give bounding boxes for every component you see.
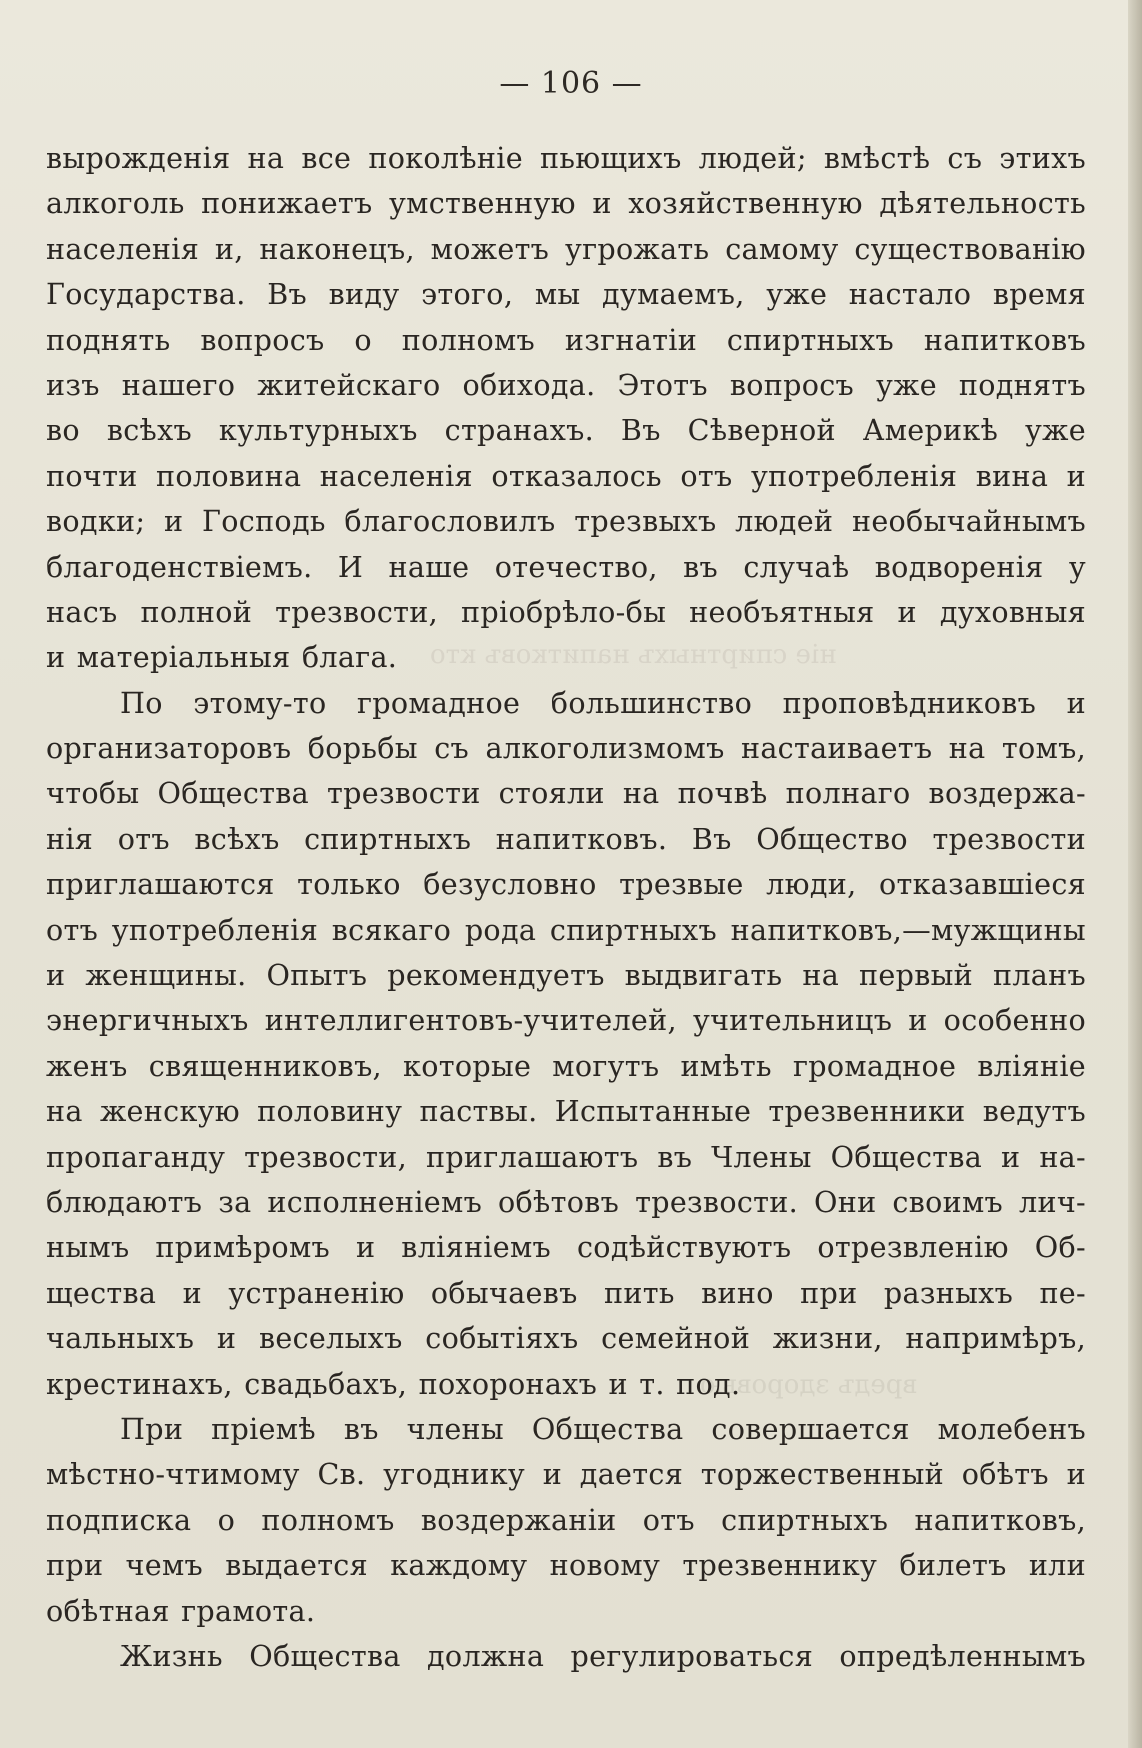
text-line: нымъ примѣромъ и вліяніемъ содѣйствуютъ отрезвленію Об-	[46, 1230, 1086, 1265]
text-line: энергичныхъ интеллигентовъ-учителей, учительницъ и особенно	[46, 1003, 1086, 1038]
text-line: водки; и Господь благословилъ трезвыхъ людей необычайнымъ	[46, 504, 1086, 539]
text-line: населенія и, наконецъ, можетъ угрожать самому существованію	[46, 231, 1086, 266]
text-line: на женскую половину паствы. Испытанные трезвенники ведутъ	[46, 1094, 1086, 1129]
page-edge	[1128, 0, 1142, 1748]
text-line: женъ священниковъ, которые могутъ имѣть громадное вліяніе	[46, 1048, 1086, 1083]
text-line: во всѣхъ культурныхъ странахъ. Въ Сѣверной Америкѣ уже	[46, 413, 1086, 448]
text-line: обѣтная грамота.	[46, 1593, 316, 1628]
text-line: подписка о полномъ воздержаніи отъ спиртныхъ напитковъ,	[46, 1502, 1086, 1537]
text-line: чтобы Общества трезвости стояли на почвѣ полнаго воздержа-	[46, 776, 1086, 811]
text-line: мѣстно-чтимому Св. угоднику и дается торжественный обѣтъ и	[46, 1457, 1086, 1492]
paragraph-start-line: По этому-то громадное большинство проповѣдниковъ и	[120, 685, 1086, 720]
body-text	[46, 136, 1086, 1679]
text-line: изъ нашего житейскаго обихода. Этотъ вопросъ уже поднятъ	[46, 367, 1086, 402]
text-line: приглашаются только безусловно трезвые люди, отказавшіеся	[46, 867, 1086, 902]
text-line: отъ употребленія всякаго рода спиртныхъ напитковъ,—мужщины	[46, 912, 1086, 947]
text-line: щества и устраненію обычаевъ пить вино при разныхъ пе-	[46, 1275, 1086, 1310]
text-line: насъ полной трезвости, пріобрѣло-бы необъятныя и духовныя	[46, 594, 1086, 629]
text-line: алкоголь понижаетъ умственную и хозяйственную дѣятельность	[46, 186, 1086, 221]
text-line: и матеріальныя блага.	[46, 640, 398, 675]
text-line: крестинахъ, свадьбахъ, похоронахъ и т. под.	[46, 1366, 741, 1401]
text-line: и женщины. Опытъ рекомендуетъ выдвигать на первый планъ	[46, 958, 1086, 993]
text-line: при чемъ выдается каждому новому трезвеннику билетъ или	[46, 1548, 1086, 1583]
text-line: пропаганду трезвости, приглашаютъ въ Члены Общества и на-	[46, 1139, 1086, 1174]
show-through-ghost-2: вредъ здоровью	[700, 1370, 918, 1400]
text-line: нія отъ всѣхъ спиртныхъ напитковъ. Въ Общество трезвости	[46, 821, 1086, 856]
text-line: почти половина населенія отказалось отъ употребленія вина и	[46, 458, 1086, 493]
text-line: блюдаютъ за исполненіемъ обѣтовъ трезвости. Они своимъ лич-	[46, 1184, 1086, 1219]
show-through-ghost-1: ніе спиртныхъ напитковъ кто	[430, 640, 837, 670]
paragraph-start-line: При пріемѣ въ члены Общества совершается молебенъ	[120, 1411, 1086, 1446]
text-line: Государства. Въ виду этого, мы думаемъ, уже настало время	[46, 277, 1086, 312]
page-number: — 106 —	[499, 66, 643, 101]
text-line: благоденствіемъ. И наше отечество, въ случаѣ водворенія у	[46, 549, 1086, 584]
text-line: поднять вопросъ о полномъ изгнатіи спиртныхъ напитковъ	[46, 322, 1086, 357]
text-line: организаторовъ борьбы съ алкоголизмомъ настаиваетъ на томъ,	[46, 731, 1086, 766]
text-line: чальныхъ и веселыхъ событіяхъ семейной жизни, напримѣръ,	[46, 1321, 1086, 1356]
text-line: вырожденія на все поколѣніе пьющихъ людей; вмѣстѣ съ этихъ	[46, 141, 1086, 175]
paragraph-start-line: Жизнь Общества должна регулироваться опредѣленнымъ	[120, 1638, 1086, 1673]
